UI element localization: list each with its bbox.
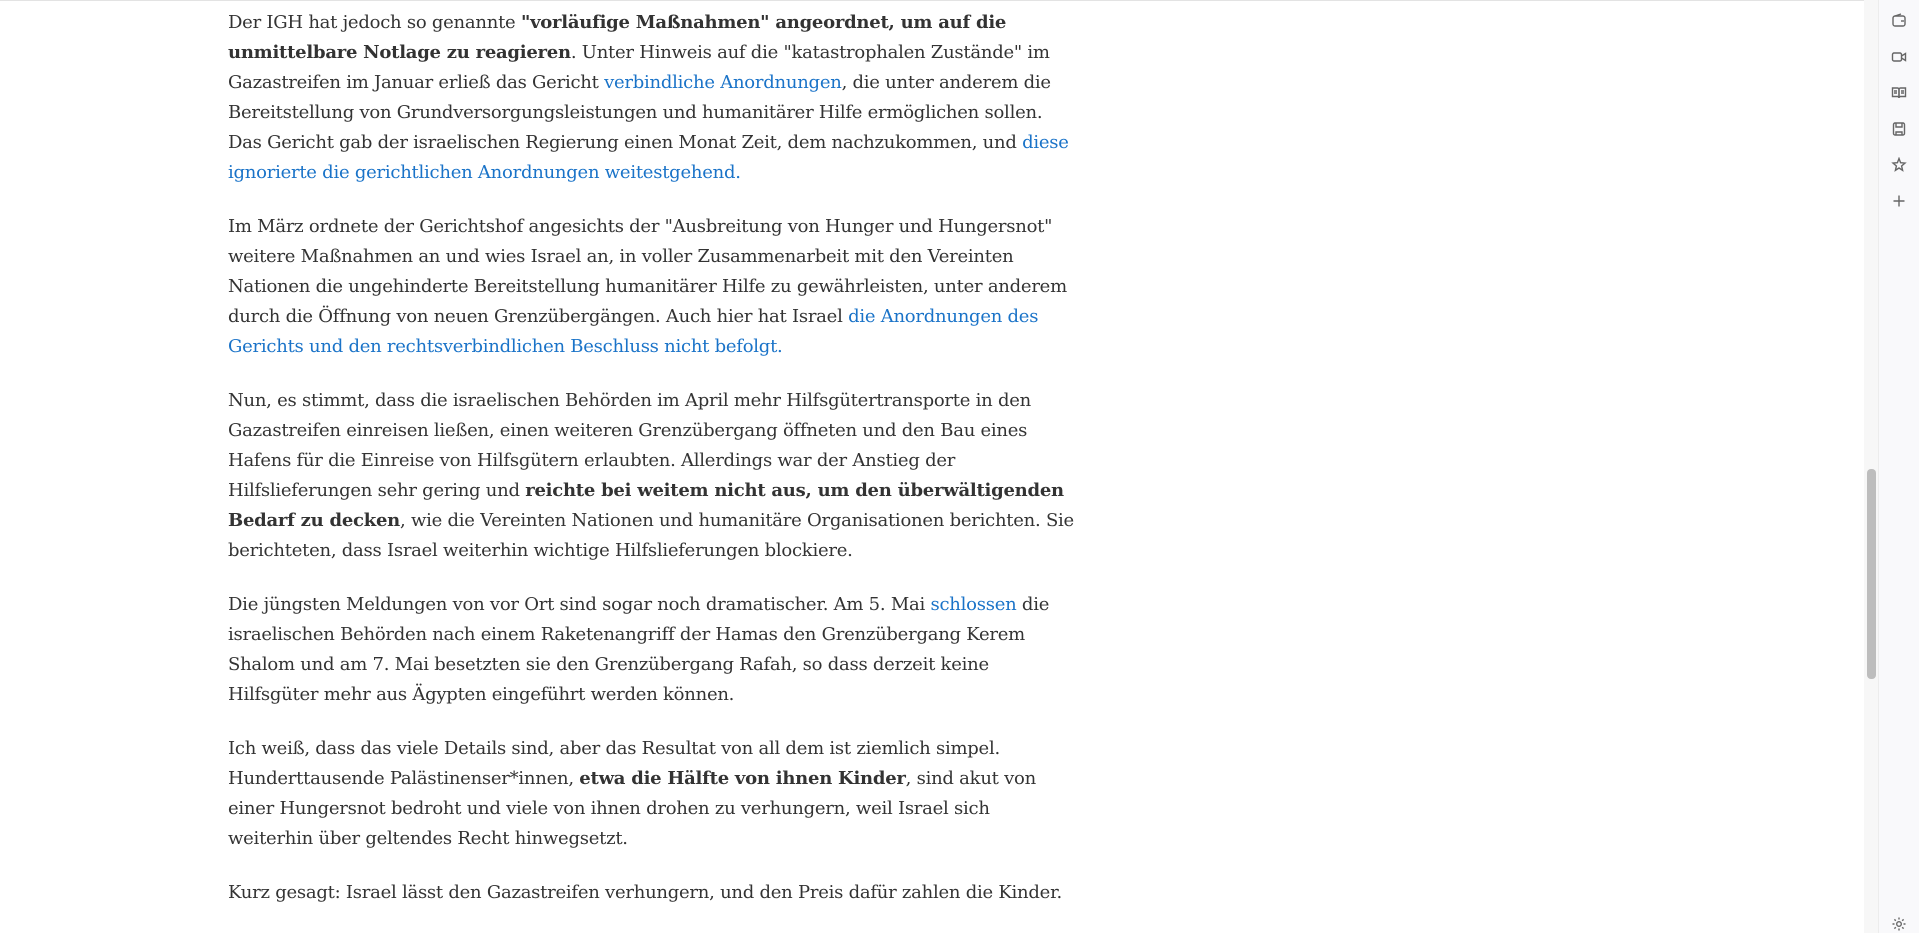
article-link[interactable]: schlossen xyxy=(930,594,1017,615)
paragraph-text: Ich weiß, dass das viele Details sind, aber das Resultat von all dem ist ziemlich simpel. Hunderttausende Palästinenser*innen, xyxy=(228,738,1000,789)
paragraph-text: Im März ordnete der Gerichtshof angesichts der "Ausbreitung von Hunger und Hungersnot" weitere Maßnahmen an und wies Israel an, in voller Zusammenarbeit mit den Vereinten Nationen die ungehinderte Bereitstellung humanitärer Hilfe zu gewährleisten, unter anderem durch die Öffnung von neuen Grenzübergängen. Auch hier hat Israel xyxy=(228,216,1067,327)
page-scrollbar[interactable] xyxy=(1864,0,1878,933)
article-body xyxy=(228,8,1080,932)
article-paragraph xyxy=(228,212,1080,362)
reader-icon[interactable] xyxy=(1890,84,1908,102)
article-paragraph xyxy=(228,878,1080,908)
paragraph-text: . Unter Hinweis auf die "katastrophalen Zustände" im Gazastreifen im Januar erließ das Gericht xyxy=(228,42,1050,93)
save-icon[interactable] xyxy=(1890,120,1908,138)
paragraph-text: , sind akut von einer Hungersnot bedroht und viele von ihnen drohen zu verhungern, weil Israel sich weiterhin über geltendes Recht hinwegsetzt. xyxy=(228,768,1036,849)
copilot-icon[interactable] xyxy=(1890,156,1908,174)
browser-sidebar xyxy=(1878,0,1919,933)
paragraph-text: Nun, es stimmt, dass die israelischen Behörden im April mehr Hilfsgütertransporte in den Gazastreifen einreisen ließen, einen weiteren Grenzübergang öffneten und den Bau eines Hafens für die Einreise von Hilfsgütern erlaubten. Allerdings war der Anstieg der Hilfslieferungen sehr gering und xyxy=(228,390,1031,501)
scrollbar-thumb[interactable] xyxy=(1867,469,1876,679)
settings-icon[interactable] xyxy=(1890,917,1908,931)
bold-text: reichte bei weitem nicht aus, um den überwältigenden Bedarf zu decken xyxy=(228,480,1064,531)
add-icon[interactable] xyxy=(1890,192,1908,210)
article-paragraph xyxy=(228,590,1080,710)
paragraph-text: Kurz gesagt: Israel lässt den Gazastreifen verhungern, und den Preis dafür zahlen die Kinder. xyxy=(228,882,1062,903)
paragraph-text: die israelischen Behörden nach einem Raketenangriff der Hamas den Grenzübergang Kerem Shalom und am 7. Mai besetzten sie den Grenzübergang Rafah, so dass derzeit keine Hilfsgüter mehr aus Ägypten eingeführt werden können. xyxy=(228,594,1050,705)
wallet-icon[interactable] xyxy=(1890,12,1908,30)
article-link[interactable]: diese ignorierte die gerichtlichen Anordnungen weitestgehend. xyxy=(228,132,1069,183)
bold-text: "vorläufige Maßnahmen" angeordnet, um auf die unmittelbare Notlage zu reagieren xyxy=(228,12,1007,63)
paragraph-text: , wie die Vereinten Nationen und humanitäre Organisationen berichten. Sie berichteten, dass Israel weiterhin wichtige Hilfslieferungen blockiere. xyxy=(228,510,1074,561)
paragraph-text: Der IGH hat jedoch so genannte xyxy=(228,12,521,33)
article-paragraph xyxy=(228,386,1080,566)
article-link[interactable]: die Anordnungen des Gerichts und den rechtsverbindlichen Beschluss nicht befolgt. xyxy=(228,306,1039,357)
video-icon[interactable] xyxy=(1890,48,1908,66)
article-paragraph xyxy=(228,8,1080,188)
bold-text: etwa die Hälfte von ihnen Kinder xyxy=(579,768,906,789)
article-link[interactable]: verbindliche Anordnungen xyxy=(604,72,842,93)
paragraph-text: , die unter anderem die Bereitstellung von Grundversorgungsleistungen und humanitärer Hilfe ermöglichen sollen. Das Gericht gab der israelischen Regierung einen Monat Zeit, dem nachzukommen, und xyxy=(228,72,1051,153)
paragraph-text: Die jüngsten Meldungen von vor Ort sind sogar noch dramatischer. Am 5. Mai xyxy=(228,594,931,615)
top-divider xyxy=(0,0,1864,1)
article-paragraph xyxy=(228,734,1080,854)
